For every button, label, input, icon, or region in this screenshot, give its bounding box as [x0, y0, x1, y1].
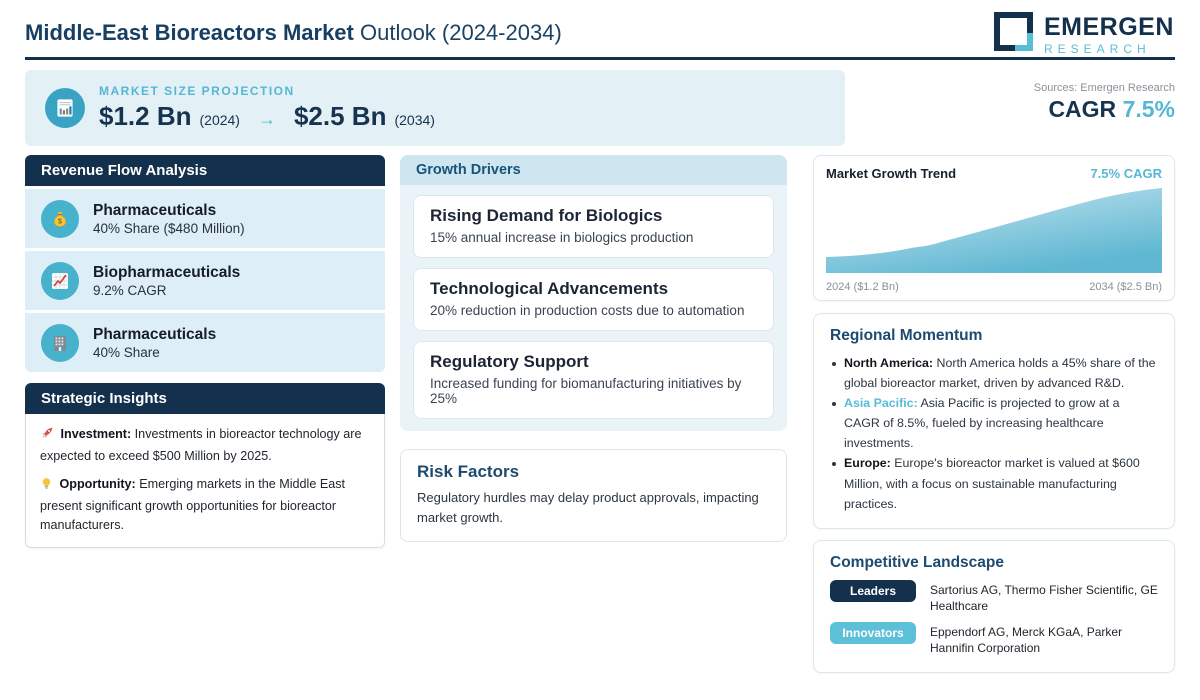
header-divider	[25, 57, 1175, 60]
competitive-row	[830, 622, 1158, 656]
driver-card	[413, 268, 774, 331]
trend-end-label: 2034 ($2.5 Bn)	[1089, 281, 1162, 293]
insight-label: Investment:	[60, 427, 132, 441]
regional-bullet	[830, 453, 1158, 513]
trend-title: Market Growth Trend	[826, 166, 957, 181]
strategic-insights-body	[25, 414, 385, 548]
left-column	[25, 155, 385, 548]
driver-card	[413, 195, 774, 258]
regional-momentum-title: Regional Momentum	[830, 327, 983, 344]
growth-drivers-panel	[400, 155, 787, 431]
insight-investment	[40, 425, 370, 466]
cagr-value: 7.5%	[1122, 96, 1175, 122]
banner-content	[99, 84, 435, 132]
page-title-sub: Outlook (2024-2034)	[353, 20, 562, 45]
revenue-flow-header: Revenue Flow Analysis	[25, 155, 385, 186]
trend-card-header	[826, 166, 1162, 181]
leaders-companies: Sartorius AG, Thermo Fisher Scientific, GE Healthcare	[930, 582, 1158, 613]
logo-line2: RESEARCH	[1044, 41, 1151, 56]
strategic-insights-header: Strategic Insights	[25, 383, 385, 414]
risk-factors-title: Risk Factors	[417, 462, 520, 481]
innovators-badge: Innovators	[830, 622, 916, 644]
driver-card	[413, 341, 774, 419]
end-year: (2034)	[394, 112, 435, 128]
trend-cagr: 7.5% CAGR	[1090, 166, 1162, 181]
middle-column	[400, 155, 787, 542]
svg-text:$: $	[57, 216, 63, 226]
logo-line1: EMERGEN	[1044, 12, 1174, 41]
driver-subtitle: Increased funding for biomanufacturing initiatives by 25%	[430, 376, 742, 406]
revenue-item-subtitle: 9.2% CAGR	[93, 282, 167, 298]
region-label: North America:	[844, 356, 934, 370]
leaders-badge: Leaders	[830, 580, 916, 602]
risk-factors-card	[400, 449, 787, 542]
driver-subtitle: 15% annual increase in biologics production	[430, 230, 694, 245]
building-icon	[41, 324, 79, 362]
revenue-item	[25, 313, 385, 372]
banner-values	[99, 101, 435, 132]
regional-bullet	[830, 353, 1158, 393]
regional-momentum-card	[813, 313, 1175, 529]
sources-note: Sources: Emergen Research	[1033, 82, 1175, 94]
revenue-item-title: Pharmaceuticals	[93, 326, 217, 344]
region-label: Asia Pacific:	[844, 396, 918, 411]
revenue-item-title: Pharmaceuticals	[93, 202, 217, 220]
competitive-row	[830, 580, 1158, 614]
revenue-item	[25, 189, 385, 248]
market-growth-trend-card	[813, 155, 1175, 301]
emergen-research-logo	[992, 10, 1174, 59]
driver-title: Technological Advancements	[430, 279, 669, 298]
region-text: North America holds a 45% share of the global bioreactor market, driven by advanced R&D.	[844, 356, 1156, 391]
region-label: Europe:	[844, 456, 891, 471]
revenue-item-title: Biopharmaceuticals	[93, 264, 241, 282]
cagr-label: CAGR	[1048, 96, 1117, 122]
cagr-headline	[1034, 96, 1175, 123]
arrow-right-icon: →	[257, 109, 276, 129]
revenue-item	[25, 251, 385, 310]
region-text: Europe's bioreactor market is valued at $600 Million, with a focus on sustainable manufacturing practices.	[844, 456, 1140, 511]
trend-axis-labels	[826, 281, 1162, 293]
banner-label: MARKET SIZE PROJECTION	[99, 84, 295, 98]
page-title-main: Middle-East Bioreactors Market	[25, 20, 354, 45]
logo-square-icon	[992, 10, 1036, 59]
regional-bullet	[830, 393, 1158, 453]
page-title	[25, 20, 562, 46]
start-year: (2024)	[199, 112, 240, 128]
strategic-insights-panel	[25, 383, 385, 548]
revenue-item-subtitle: 40% Share	[93, 344, 160, 360]
rocket-icon	[40, 426, 54, 447]
growth-drivers-header: Growth Drivers	[400, 155, 787, 185]
insight-text: Emerging markets in the Middle East present significant growth opportunities for bioreactor manufacturers.	[40, 477, 346, 533]
line-chart-icon	[41, 262, 79, 300]
innovators-companies: Eppendorf AG, Merck KGaA, Parker Hannifin Corporation	[930, 625, 1123, 656]
competitive-landscape-card	[813, 540, 1175, 673]
sources-cagr-block	[1034, 82, 1175, 123]
risk-factors-text: Regulatory hurdles may delay product approvals, impacting market growth.	[417, 490, 759, 525]
insight-opportunity	[40, 475, 370, 536]
end-value: $2.5 Bn	[293, 101, 387, 131]
right-column	[813, 155, 1175, 673]
competitive-landscape-title: Competitive Landscape	[830, 553, 1004, 571]
start-value: $1.2 Bn	[99, 101, 192, 131]
driver-title: Rising Demand for Biologics	[430, 206, 663, 225]
money-bag-icon	[41, 200, 79, 238]
insight-text: Investments in bioreactor technology are expected to exceed $500 Million by 2025.	[40, 427, 362, 463]
trend-start-label: 2024 ($1.2 Bn)	[826, 281, 899, 293]
market-size-icon	[45, 88, 85, 128]
insight-label: Opportunity:	[59, 477, 136, 492]
market-size-banner	[25, 70, 845, 146]
bulb-icon	[40, 477, 53, 497]
trend-area-chart	[826, 187, 1162, 278]
logo-text	[1044, 12, 1174, 56]
driver-title: Regulatory Support	[430, 352, 589, 371]
revenue-item-subtitle: 40% Share ($480 Million)	[93, 220, 245, 236]
region-text: Asia Pacific is projected to grow at a CAGR of 8.5%, fueled by increasing healthcare investments.	[844, 396, 1120, 451]
driver-subtitle: 20% reduction in production costs due to automation	[430, 303, 745, 318]
regional-bullet-list	[830, 353, 1158, 514]
